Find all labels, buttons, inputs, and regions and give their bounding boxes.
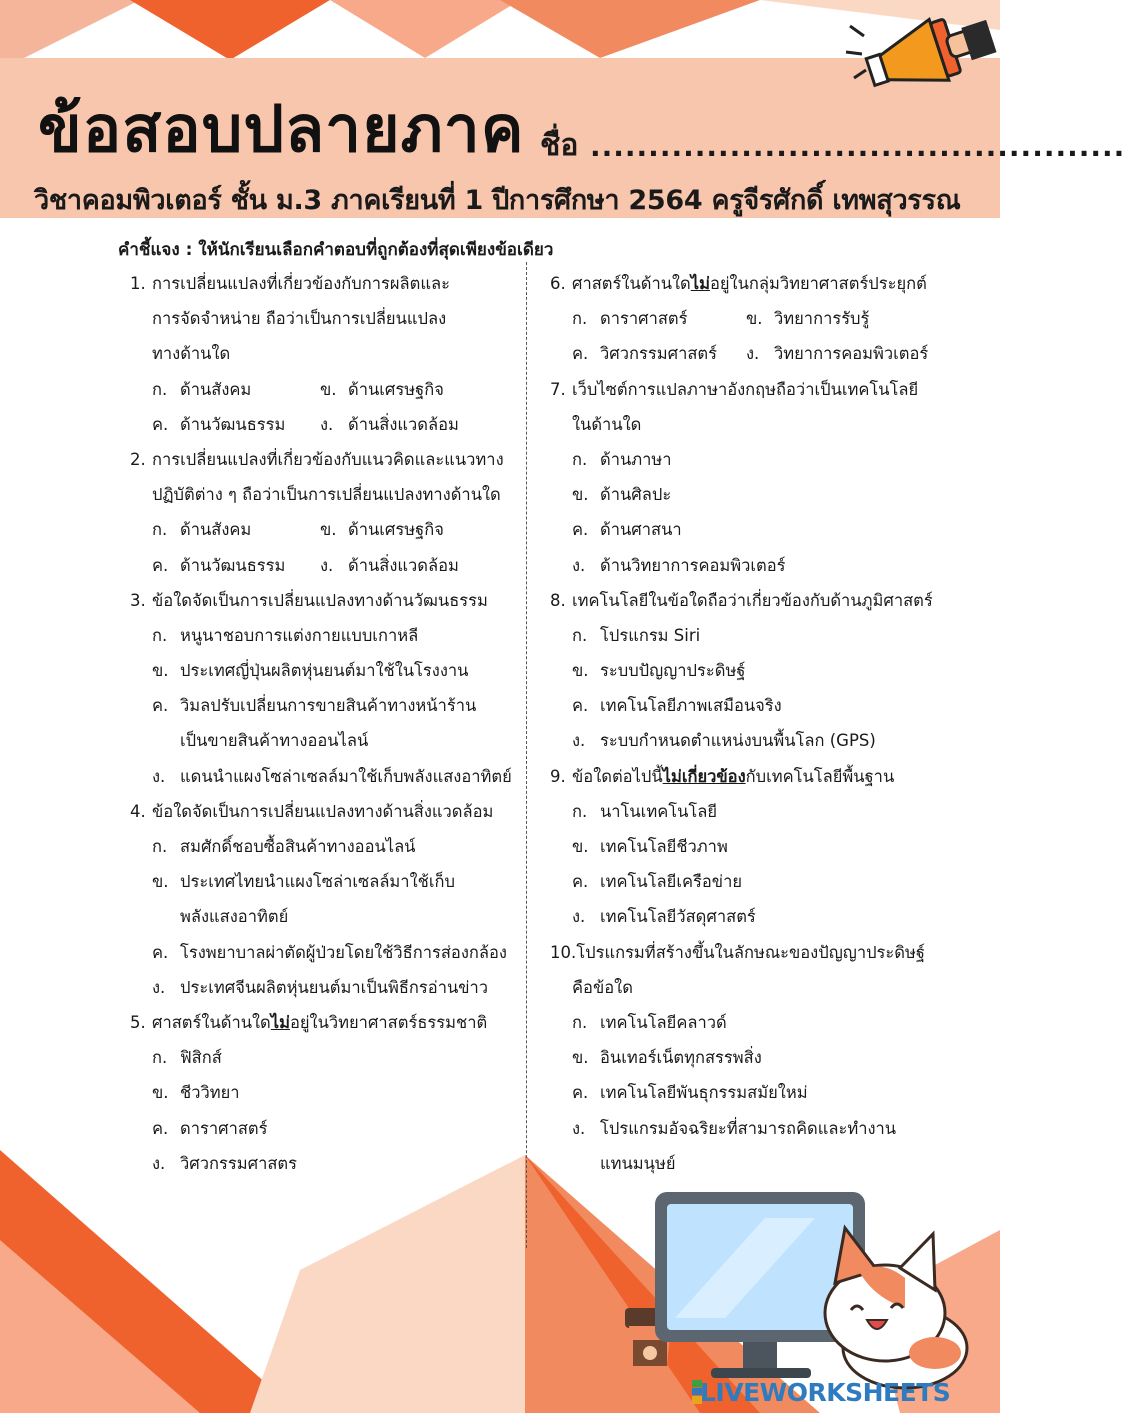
option[interactable]: ก. ด้านสังคม — [152, 520, 252, 540]
option[interactable]: ง. ด้านสิ่งแวดล้อม — [320, 414, 459, 434]
option[interactable]: ข. ประเทศไทยนำแผงโซล่าเซลล์มาใช้เก็บ — [152, 872, 455, 892]
option[interactable]: ข. ประเทศญี่ปุ่นผลิตหุ่นยนต์มาใช้ในโรงงาน — [152, 661, 469, 681]
question-10: 10.โปรแกรมที่สร้างขึ้นในลักษณะของปัญญาประดิษฐ์ — [550, 942, 925, 962]
option-continued: พลังแสงอาทิตย์ — [180, 907, 289, 927]
option[interactable]: ค. เทคโนโลยีภาพเสมือนจริง — [572, 696, 782, 716]
watermark: LIVEWORKSHEETS — [700, 1378, 951, 1407]
instruction: คำชี้แจง : ให้นักเรียนเลือกคำตอบที่ถูกต้องที่สุดเพียงข้อเดียว — [118, 240, 554, 260]
option[interactable]: ก. สมศักดิ์ชอบซื้อสินค้าทางออนไลน์ — [152, 837, 416, 856]
question-7: 7. เว็บไซต์การแปลภาษาอังกฤษถือว่าเป็นเทคโนโลยี — [550, 379, 919, 399]
question-3: 3. ข้อใดจัดเป็นการเปลี่ยนแปลงทางด้านวัฒนธรรม — [130, 590, 488, 610]
cat-icon — [825, 1228, 967, 1388]
option[interactable]: ข. อินเทอร์เน็ตทุกสรรพสิ่ง — [572, 1048, 762, 1068]
option[interactable]: ค. โรงพยาบาลผ่าตัดผู้ป่วยโดยใช้วิธีการส่องกล้อง — [152, 942, 507, 962]
option[interactable]: ค. ด้านศาสนา — [572, 520, 682, 540]
option[interactable]: ง. วิศวกรรมศาสตร — [152, 1153, 297, 1173]
option[interactable]: ก. ด้านสังคม — [152, 379, 252, 399]
question-8: 8. เทคโนโลยีในข้อใดถือว่าเกี่ยวข้องกับด้านภูมิศาสตร์ — [550, 590, 933, 610]
option[interactable]: ข. ชีววิทยา — [152, 1083, 240, 1103]
option[interactable]: ก. โปรแกรม Siri — [572, 625, 701, 645]
option[interactable]: ก. นาโนเทคโนโลยี — [572, 801, 718, 821]
option[interactable]: ข. เทคโนโลยีชีวภาพ — [572, 837, 728, 856]
name-field[interactable]: .............................................. — [590, 130, 1125, 163]
option[interactable]: ก. ดาราศาสตร์ — [572, 309, 688, 329]
question-4: 4. ข้อใดจัดเป็นการเปลี่ยนแปลงทางด้านสิ่งแวดล้อม — [130, 801, 494, 821]
exam-subtitle: วิชาคอมพิวเตอร์ ชั้น ม.3 ภาคเรียนที่ 1 ปีการศึกษา 2564 ครูจีรศักดิ์ เทพสุวรรณ — [34, 185, 961, 216]
column-divider — [526, 262, 527, 1248]
option[interactable]: ง. ประเทศจีนผลิตหุ่นยนต์มาเป็นพิธีกรอ่านข่าว — [152, 977, 489, 997]
exam-title: ข้อสอบปลายภาค — [38, 93, 525, 167]
question-9: 9. ข้อใดต่อไปนี้ไม่เกี่ยวข้องกับเทคโนโลยีพื้นฐาน — [550, 766, 895, 786]
question-7-text-2: ในด้านใด — [572, 414, 642, 434]
option[interactable]: ข. ด้านศิลปะ — [572, 485, 672, 505]
option[interactable]: ข. วิทยาการรับรู้ — [746, 309, 870, 329]
option[interactable]: ง. ระบบกำหนดตำแหน่งบนพื้นโลก (GPS) — [572, 731, 876, 751]
option[interactable]: ข. ระบบปัญญาประดิษฐ์ — [572, 661, 746, 681]
option[interactable]: ค. ดาราศาสตร์ — [152, 1118, 268, 1138]
left-column — [130, 266, 520, 1181]
question-2-text-2: ปฏิบัติต่าง ๆ ถือว่าเป็นการเปลี่ยนแปลงทางด้านใด — [152, 485, 501, 505]
name-label: ชื่อ — [540, 128, 579, 163]
emphasis-keyword: ไม่เกี่ยวข้อง — [662, 766, 746, 786]
option[interactable]: ก. เทคโนโลยีคลาวด์ — [572, 1012, 727, 1032]
option[interactable]: ก. ด้านภาษา — [572, 449, 672, 469]
option-continued: แทนมนุษย์ — [600, 1153, 676, 1173]
option[interactable]: ง. วิทยาการคอมพิวเตอร์ — [746, 344, 929, 364]
option[interactable]: ค. วิมลปรับเปลี่ยนการขายสินค้าทางหน้าร้าน — [152, 696, 477, 716]
question-5: 5. ศาสตร์ในด้านใดไม่อยู่ในวิทยาศาสตร์ธรรมชาติ — [130, 1012, 488, 1032]
question-1: 1. การเปลี่ยนแปลงที่เกี่ยวข้องกับการผลิตและ — [130, 274, 450, 293]
option[interactable]: ง. แดนนำแผงโซล่าเซลล์มาใช้เก็บพลังแสงอาทิตย์ — [152, 766, 512, 786]
emphasis-keyword: ไม่ — [270, 1012, 290, 1032]
question-1-text-2: การจัดจำหน่าย ถือว่าเป็นการเปลี่ยนแปลง — [152, 309, 447, 329]
option[interactable]: ง. ด้านวิทยาการคอมพิวเตอร์ — [572, 555, 786, 575]
option[interactable]: ค. ด้านวัฒนธรรม — [152, 555, 286, 575]
option[interactable]: ง. โปรแกรมอัจฉริยะที่สามารถคิดและทำงาน — [572, 1118, 897, 1138]
option[interactable]: ค. เทคโนโลยีพันธุกรรมสมัยใหม่ — [572, 1083, 808, 1103]
option[interactable]: ก. หนูนาชอบการแต่งกายแบบเกาหลี — [152, 625, 419, 645]
option[interactable]: ค. ด้านวัฒนธรรม — [152, 414, 286, 434]
question-6: 6. ศาสตร์ในด้านใดไม่อยู่ในกลุ่มวิทยาศาสตร์ประยุกต์ — [550, 274, 927, 293]
option[interactable]: ง. ด้านสิ่งแวดล้อม — [320, 555, 459, 575]
megaphone-icon — [840, 6, 1000, 106]
question-1-text-3: ทางด้านใด — [152, 344, 231, 364]
option[interactable]: ค. วิศวกรรมศาสตร์ — [572, 344, 717, 364]
option[interactable]: ข. ด้านเศรษฐกิจ — [320, 379, 444, 399]
question-2: 2. การเปลี่ยนแปลงที่เกี่ยวข้องกับแนวคิดและแนวทาง — [130, 449, 504, 469]
option[interactable]: ข. ด้านเศรษฐกิจ — [320, 520, 444, 540]
option[interactable]: ก. ฟิสิกส์ — [152, 1048, 222, 1068]
option-continued: เป็นขายสินค้าทางออนไลน์ — [180, 731, 369, 751]
question-10-text-2: คือข้อใด — [572, 977, 633, 997]
right-column — [550, 266, 950, 1181]
option[interactable]: ง. เทคโนโลยีวัสดุศาสตร์ — [572, 907, 756, 927]
computer-cat-illustration — [615, 1188, 995, 1388]
option[interactable]: ค. เทคโนโลยีเครือข่าย — [572, 872, 742, 892]
emphasis-keyword: ไม่ — [690, 274, 710, 293]
